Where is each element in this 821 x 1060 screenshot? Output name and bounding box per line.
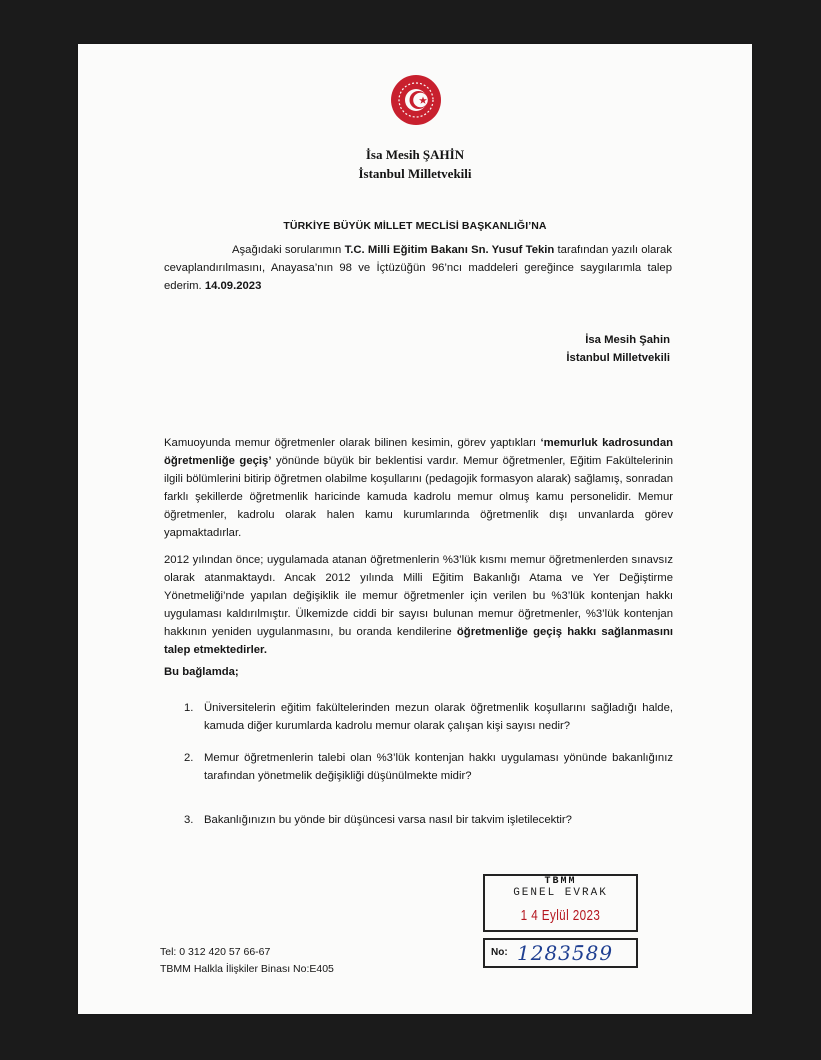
- stamp-no-value: 12835̄89: [517, 941, 614, 965]
- stamp-org: TBMM: [544, 876, 577, 887]
- document-page: [78, 44, 752, 1014]
- body-paragraph-2: 2012 yılından önce; uygulamada atanan öğretmenlerin %3’lük kısmı memur öğretmenlerden sınavsız olarak atanmaktaydı. Ancak 2012 yılında Milli Eğitim Bakanlığı Atama ve Yer Değiştirme Yönetmeliği’nde yapılan değişiklik ile memur öğretmenler için verilen bu %3’lük kontenjan hakkı uygulaması kaldırılmıştır. Ülkemizde ciddi bir sayısı bulunan memur öğretmenler, %3’lük kontenjan hakkının yeniden uygulanmasını, bu oranda kendilerine öğretmenliğe geçiş hakkı sağlanmasını talep etmektedirler.: [164, 554, 674, 656]
- stamp-no-label: No:: [491, 947, 508, 958]
- sender-name: İsa Mesih ŞAHİN: [365, 147, 465, 162]
- question-item: 3. Bakanlığınızın bu yönde bir düşüncesi varsa nasıl bir takvim işletilecektir?: [184, 814, 572, 826]
- sender-title: İstanbul Milletvekili: [358, 166, 472, 181]
- body-paragraph-1: Kamuoyunda memur öğretmenler olarak bilinen kesimin, görev yaptıkları ‘memurluk kadrosundan öğretmenliğe geçiş’ yönünde büyük bir beklentisi vardır. Memur öğretmenler, Eğitim Fakültelerinin ilgili bölümlerini bitirip öğretmen olabilme koşullarını (pedagojik formasyon alarak) sağlamış, sonradan farklı şekillerde öğretmenlik haricinde kamuda kadrolu memur olmuş kamu personelidir. Memur öğretmenler, kadrolu olarak halen kamu kurumlarında öğretmenlik dışı unvanlarda görev yapmaktadırlar.: [164, 437, 674, 539]
- registry-number-box: [483, 938, 638, 968]
- tbmm-emblem-icon: [390, 74, 442, 126]
- signature-name: İsa Mesih Şahin: [585, 334, 670, 346]
- stamp-date: 1 4 Eylül 2023: [520, 907, 601, 924]
- footer-phone: Tel: 0 312 420 57 66-67: [160, 946, 271, 958]
- signature-title: İstanbul Milletvekili: [566, 352, 670, 364]
- intro-paragraph: Aşağıdaki sorularımın T.C. Milli Eğitim Bakanı Sn. Yusuf Tekin tarafından yazılı olarak cevaplandırılmasını, Anayasa’nın 98 ve İçtüzüğün 96’ncı maddeleri gereğince saygılarımla talep ederim. 14.09.2023: [164, 244, 672, 292]
- addressee-heading: TÜRKİYE BÜYÜK MİLLET MECLİSİ BAŞKANLIĞI’NA: [283, 220, 547, 232]
- question-item: 1. Üniversitelerin eğitim fakültelerinden mezun olarak öğretmenlik koşullarını sağladığı halde, kamuda diğer kurumlarda kadrolu memur olarak çalışan kişi sayısı nedir?: [184, 702, 673, 732]
- context-label: Bu bağlamda;: [164, 666, 239, 678]
- stamp-dept: GENEL EVRAK: [513, 887, 608, 899]
- registry-stamp: [483, 874, 638, 932]
- request-date: 14.09.2023: [204, 280, 262, 292]
- footer-address: TBMM Halkla İlişkiler Binası No:E405: [160, 963, 334, 975]
- minister-name: T.C. Milli Eğitim Bakanı Sn. Yusuf Tekin: [344, 244, 555, 256]
- question-item: 2. Memur öğretmenlerin talebi olan %3’lük kontenjan hakkı uygulaması yönünde bakanlığınız tarafından yönetmelik değişikliği düşünülmekte midir?: [184, 752, 673, 782]
